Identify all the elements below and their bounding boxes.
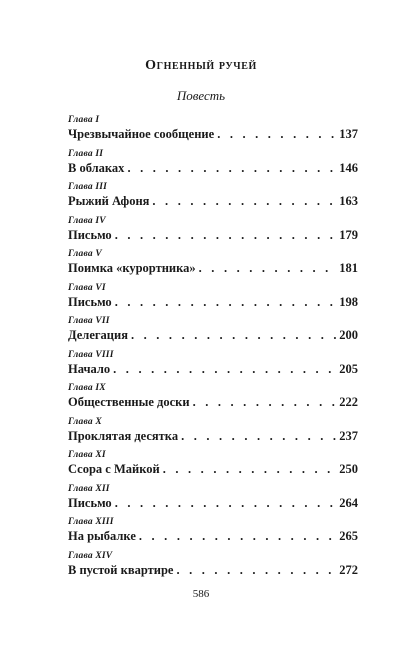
chapter-title: Чрезвычайное сообщение: [68, 127, 215, 141]
chapter-label: Глава VIII: [68, 349, 114, 360]
chapter-title: Письмо: [68, 294, 112, 309]
chapter-title: Письмо: [68, 227, 112, 242]
chapter-title: В облаках: [68, 160, 125, 175]
chapter-title: Письмо: [68, 495, 112, 510]
chapter-title: Делегация: [68, 328, 128, 342]
toc-row: [68, 429, 358, 444]
chapter-label: Глава XIII: [68, 517, 114, 527]
chapter-label: Глава VII: [68, 316, 110, 326]
page-ref: 146: [339, 160, 358, 175]
chapter-title: В пустой квартире: [68, 562, 174, 577]
chapter-title: Ссора с Майкой: [68, 462, 160, 476]
chapter-title: Проклятая десятка: [68, 428, 179, 443]
chapter-label: Глава XIV: [68, 550, 113, 561]
dot-leader: [115, 228, 337, 243]
page-ref: 163: [339, 194, 358, 208]
chapter-title: Рыжий Афоня: [68, 194, 150, 208]
dot-leader: [115, 295, 337, 310]
dot-leader: [127, 161, 336, 176]
dot-leader: [131, 328, 336, 343]
chapter-label: Глава IX: [68, 383, 106, 393]
toc-row: [68, 194, 358, 209]
page-ref: 264: [339, 495, 358, 510]
toc-row: [68, 161, 358, 176]
toc-entry: [68, 182, 358, 216]
dot-leader: [217, 127, 336, 142]
page-ref: 198: [339, 294, 358, 309]
toc-row: [68, 261, 358, 276]
chapter-label: Глава VI: [68, 282, 106, 293]
page-ref: 200: [339, 328, 358, 342]
chapter-label: Глава V: [68, 249, 102, 259]
page-ref: 179: [339, 227, 358, 242]
chapter-title: Начало: [68, 361, 111, 376]
page-ref: 205: [339, 361, 358, 376]
toc-row: [68, 295, 358, 310]
toc-entry: [68, 383, 358, 417]
dot-leader: [152, 194, 336, 209]
toc-entry: [68, 249, 358, 283]
chapter-label: Глава II: [68, 148, 104, 159]
page-ref: 265: [339, 529, 358, 543]
chapter-title: Поимка «курортника»: [68, 261, 196, 275]
chapter-label: Глава IV: [68, 215, 106, 226]
dot-leader: [115, 496, 337, 511]
toc-row: [68, 127, 358, 142]
chapter-title: Общественные доски: [68, 395, 190, 409]
toc-row: [68, 228, 358, 243]
page-ref: 137: [339, 127, 358, 141]
toc-entry: [68, 551, 358, 585]
toc-row: [68, 462, 358, 477]
toc-row: [68, 529, 358, 544]
toc-entry: [68, 115, 358, 149]
toc-entry: [68, 149, 358, 183]
toc-entry: [68, 316, 358, 350]
chapter-label: Глава X: [68, 416, 102, 427]
dot-leader: [193, 395, 337, 410]
chapter-label: Глава I: [68, 115, 100, 125]
toc-row: [68, 362, 358, 377]
dot-leader: [181, 429, 336, 444]
dot-leader: [176, 563, 336, 578]
toc-entry: [68, 350, 358, 384]
page-ref: 237: [339, 428, 358, 443]
toc-entry: [68, 216, 358, 250]
toc-row: [68, 328, 358, 343]
chapter-label: Глава XI: [68, 450, 106, 460]
section-title: Огненный ручей: [145, 58, 257, 73]
page-ref: 181: [339, 261, 358, 275]
page-number: 586: [192, 588, 210, 600]
dot-leader: [199, 261, 337, 276]
table-of-contents: [68, 115, 358, 584]
dot-leader: [139, 529, 336, 544]
toc-row: [68, 496, 358, 511]
toc-entry: [68, 417, 358, 451]
toc-row: [68, 395, 358, 410]
toc-entry: [68, 484, 358, 518]
section-subtitle: Повесть: [176, 88, 226, 103]
chapter-label: Глава III: [68, 182, 108, 192]
dot-leader: [163, 462, 337, 477]
dot-leader: [113, 362, 336, 377]
toc-row: [68, 563, 358, 578]
toc-entry: [68, 517, 358, 551]
chapter-title: На рыбалке: [68, 529, 136, 543]
toc-entry: [68, 283, 358, 317]
page-ref: 250: [339, 462, 358, 476]
page-ref: 222: [339, 395, 358, 409]
page-ref: 272: [339, 562, 358, 577]
chapter-label: Глава XII: [68, 483, 110, 494]
toc-entry: [68, 450, 358, 484]
